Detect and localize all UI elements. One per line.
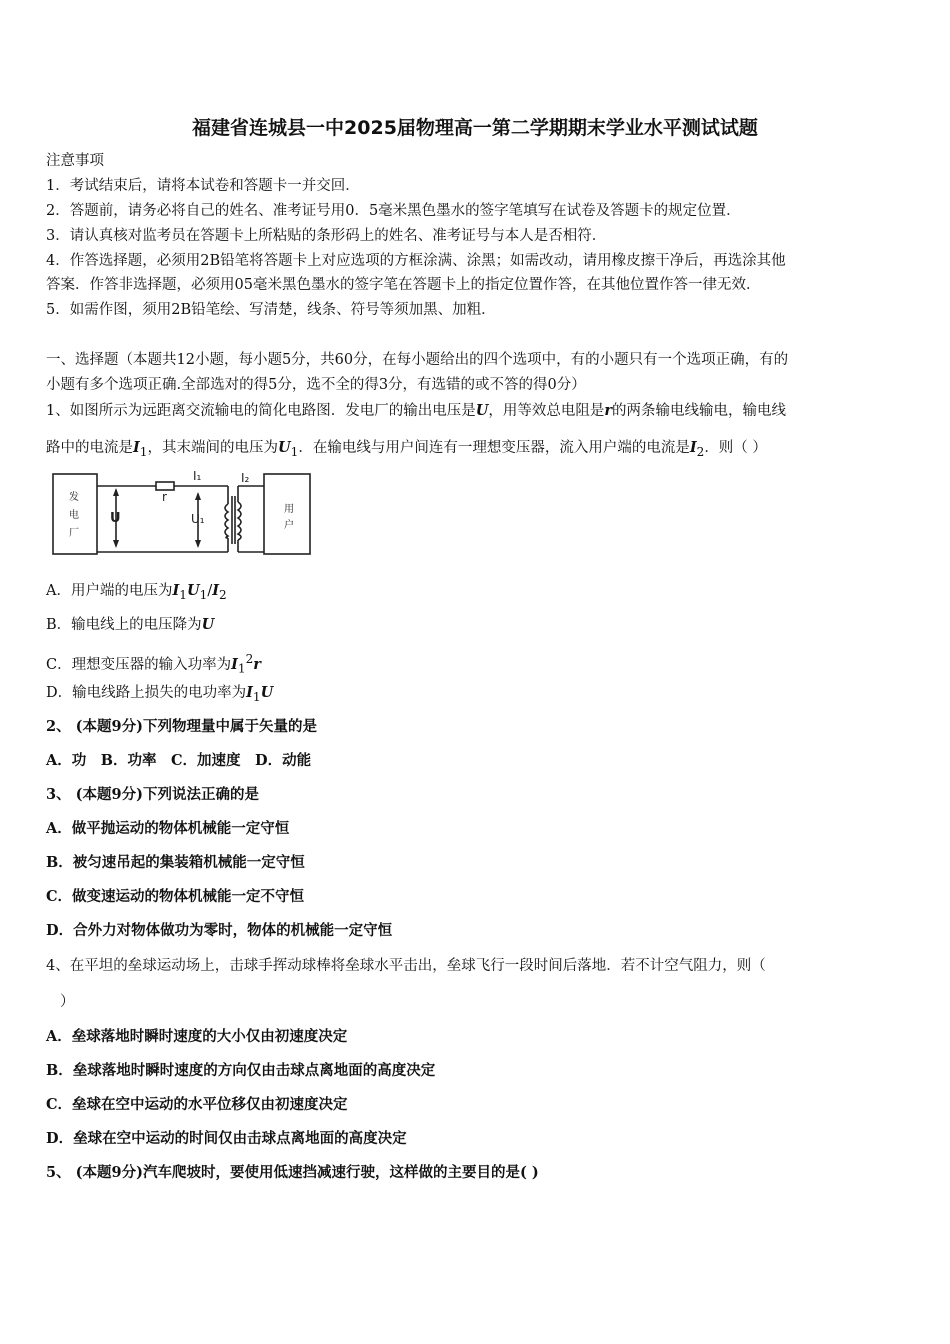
arrow-u-top [113,488,119,496]
notice-heading: 注意事项 [46,153,104,169]
arrow-u1-bottom [195,540,201,548]
label-i1: I₁ [193,469,202,483]
q3-option-a: A．做平抛运动的物体机械能一定守恒 [46,820,290,837]
q3-option-d: D．合外力对物体做功为零时，物体的机械能一定守恒 [46,922,393,939]
notice-item-3: 3．请认真核对监考员在答题卡上所粘贴的条形码上的姓名、准考证号与本人是否相符． [46,228,607,244]
q1-option-b: B．输电线上的电压降为U [46,616,215,633]
arrow-u-bottom [113,540,119,548]
label-u: U [110,511,121,526]
section-header-line2: 小题有多个选项正确.全部选对的得5分，选不全的得3分，有选错的或不答的得0分） [46,377,586,393]
arrow-u1-top [195,492,201,500]
notice-item-4-cont: 答案．作答非选择题，必须用05毫米黑色墨水的签字笔在答题卡上的指定位置作答，在其他位置作答一律无效． [46,277,761,293]
label-i2: I₂ [241,471,250,485]
q1-stem-line1: 1、如图所示为远距离交流输电的简化电路图．发电厂的输出电压是U，用等效总电阻是r的两条输电线输电，输电线 [46,402,787,419]
q4-option-d: D．垒球在空中运动的时间仅由击球点离地面的高度决定 [46,1130,407,1147]
q5-stem: 5、 (本题9分)汽车爬坡时，要使用低速挡减速行驶，这样做的主要目的是( ) [46,1164,539,1181]
secondary-coil [238,502,241,540]
q1-option-a: A．用户端的电压为$I_1U_1/I_2$ [46,582,227,602]
q4-option-a: A．垒球落地时瞬时速度的大小仅由初速度决定 [46,1028,348,1045]
notice-item-5: 5．如需作图，须用2B铅笔绘、写清楚，线条、符号等须加黑、加粗． [46,302,496,318]
q4-stem-cont: ） [60,994,75,1010]
q3-stem: 3、 (本题9分)下列说法正确的是 [46,786,259,803]
notice-item-2: 2．答题前，请务必将自己的姓名、准考证号用0．5毫米黑色墨水的签字笔填写在试卷及答题卡的规定位置． [46,203,741,219]
notice-item-4: 4．作答选择题，必须用2B铅笔将答题卡上对应选项的方框涂满、涂黑；如需改动，请用橡皮擦干净后，再选涂其他 [46,253,786,269]
q4-option-c: C．垒球在空中运动的水平位移仅由初速度决定 [46,1096,348,1113]
page-title: 福建省连城县一中2025届物理高一第二学期期末学业水平测试试题 [192,117,758,139]
q1-option-c: C．理想变压器的输入功率为$I_1^2r$ [46,652,261,676]
label-r: r [162,490,167,504]
q1-stem-line2: 路中的电流是$I_1$，其末端间的电压为$U_1$．在输电线与用户间连有一理想变压器，流入用户端的电流是$I_2$．则（ ） [46,439,767,459]
primary-coil [225,504,228,538]
gen-char-3: 厂 [69,528,79,539]
q4-option-b: B．垒球落地时瞬时速度的方向仅由击球点离地面的高度决定 [46,1062,436,1079]
user-char-1: 用 [284,504,294,515]
q3-option-b: B．被匀速吊起的集装箱机械能一定守恒 [46,854,305,871]
section-header-line1: 一、选择题（本题共12小题，每小题5分，共60分，在每小题给出的四个选项中，有的小题只有一个选项正确，有的 [46,352,789,368]
q3-option-c: C．做变速运动的物体机械能一定不守恒 [46,888,305,905]
circuit-diagram [48,466,316,560]
q1-option-d: D．输电线路上损失的电功率为$I_1U$ [46,684,274,704]
q4-stem: 4、在平坦的垒球运动场上，击球手挥动球棒将垒球水平击出，垒球飞行一段时间后落地．若不计空气阻力，则（ [46,958,766,974]
q2-options: A．功 B．功率 C．加速度 D．动能 [46,752,312,769]
gen-char-2: 电 [69,510,79,521]
label-u1: U₁ [191,512,205,526]
user-char-2: 户 [284,520,294,531]
notice-item-1: 1．考试结束后，请将本试卷和答题卡一并交回． [46,178,360,194]
q2-stem: 2、 (本题9分)下列物理量中属于矢量的是 [46,718,317,735]
resistor-r [156,482,174,490]
gen-char-1: 发 [69,492,79,503]
